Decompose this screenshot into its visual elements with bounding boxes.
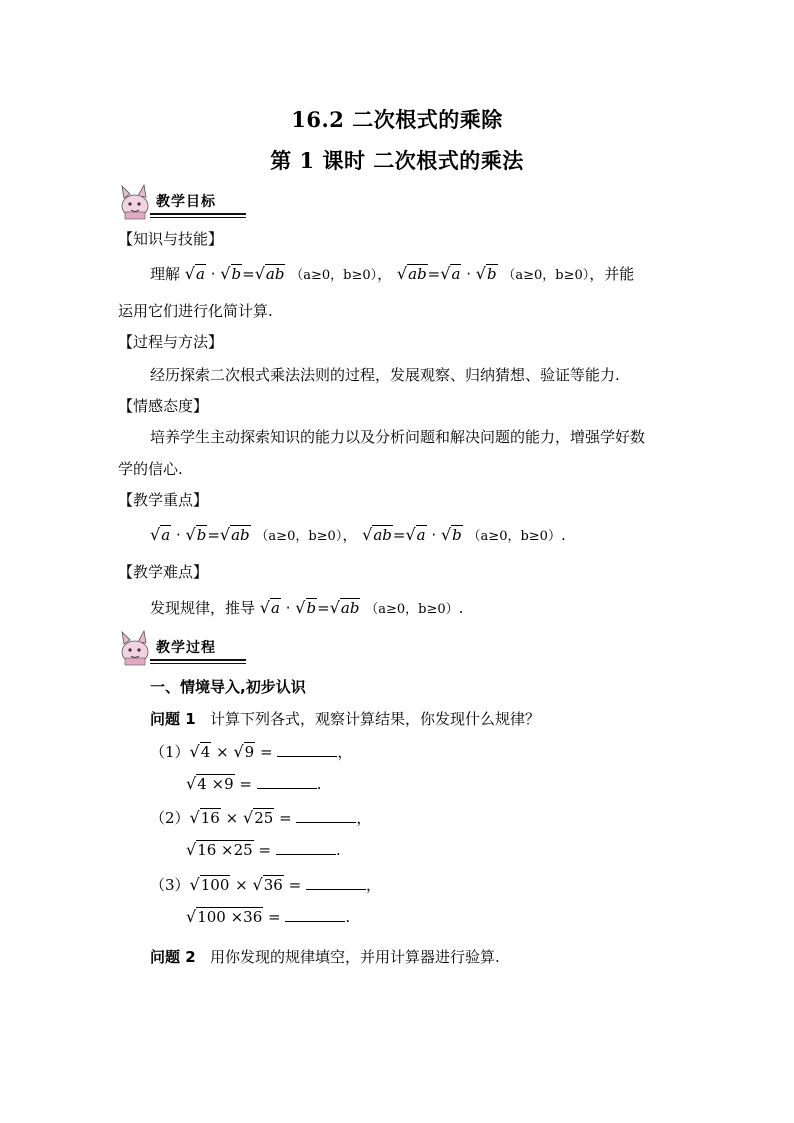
equals-sign: = (279, 809, 292, 827)
question1-text: 计算下列各式，观察计算结果，你发现什么规律？ (209, 710, 540, 728)
keypoint-suffix: . (560, 526, 566, 544)
dot-operator: · (285, 599, 291, 617)
operand: 4 (200, 743, 211, 761)
lesson-title: 第 1 课时 二次根式的乘法 (270, 148, 524, 173)
var-ab: ab (373, 526, 392, 544)
keypoint-heading: 【教学重点】 (118, 491, 209, 509)
part1-heading: 一、情境导入,初步认识 (150, 678, 306, 696)
knowledge-suffix: ，并能 (589, 265, 635, 283)
banner-underline-thin (150, 217, 246, 218)
question2-text: 用你发现的规律填空，并用计算器进行验算. (209, 948, 500, 966)
radical-sign: √ (189, 875, 200, 894)
exercise-1-line1 (150, 741, 352, 762)
question1-label: 问题 1 (150, 710, 196, 728)
radical-sign: √ (150, 525, 161, 544)
var-ab: ab (231, 526, 250, 544)
var-ab: ab (265, 265, 285, 283)
dot-operator: · (175, 526, 181, 544)
difficulty-suffix: . (458, 599, 464, 617)
answer-blank[interactable] (296, 808, 356, 823)
question1 (150, 708, 540, 729)
equals-sign: = (242, 265, 255, 283)
line-end: . (316, 775, 322, 793)
question2 (150, 946, 500, 967)
equals-sign: = (427, 265, 441, 283)
equals-sign: = (268, 908, 281, 926)
exercise-label: （3） (150, 876, 190, 894)
operand: 100 (200, 876, 230, 894)
var-b: b (306, 599, 317, 617)
banner-underline (150, 659, 246, 661)
banner-underline-thin (150, 663, 246, 664)
var-b: b (486, 265, 497, 283)
equals-sign: = (259, 743, 273, 761)
line-end: ， (356, 809, 372, 827)
section-title: 16.2 二次根式的乘除 (291, 107, 503, 132)
answer-blank[interactable] (285, 907, 345, 922)
difficulty-prefix: 发现规律，推导 (150, 599, 256, 617)
product-expression: 16 ×25 (197, 841, 253, 859)
process-banner-text: 教学过程 (156, 640, 216, 656)
var-a: a (416, 526, 426, 544)
var-b: b (231, 265, 242, 283)
radical-sign: √ (254, 264, 265, 283)
method-heading: 【过程与方法】 (118, 333, 224, 351)
attitude-line2: 学的信心. (118, 460, 183, 478)
radical-sign: √ (362, 525, 373, 544)
process-banner (116, 630, 246, 666)
var-a: a (451, 265, 461, 283)
var-a: a (161, 526, 171, 544)
var-b: b (452, 526, 462, 544)
radical-sign: √ (396, 264, 408, 283)
comma: ， (342, 526, 358, 544)
operand: 36 (263, 876, 283, 894)
var-a: a (271, 599, 280, 617)
knowledge-line1 (150, 263, 634, 284)
radical-sign: √ (440, 264, 451, 283)
product-expression: 4 ×9 (197, 775, 234, 793)
banner-underline (150, 213, 246, 215)
times-sign: × (235, 876, 248, 894)
radical-sign: √ (189, 742, 200, 761)
condition: （a≥0，b≥0） (255, 529, 343, 544)
attitude-line1: 培养学生主动探索知识的能力以及分析问题和解决问题的能力，增强学好数 (150, 428, 646, 446)
condition: （a≥0，b≥0） (467, 529, 561, 544)
difficulty-text (150, 597, 463, 618)
product-expression: 100 ×36 (197, 908, 263, 926)
radical-sign: √ (189, 808, 200, 827)
dot-operator: · (466, 265, 471, 283)
radical-sign: √ (440, 525, 452, 544)
equals-sign: = (317, 599, 330, 617)
exercise-3-line2 (186, 907, 350, 926)
condition: （a≥0，b≥0） (290, 268, 378, 283)
radical-sign: √ (259, 598, 270, 617)
exercise-2-line1 (150, 807, 371, 828)
answer-blank[interactable] (257, 774, 317, 789)
line-end: . (335, 841, 341, 859)
dot-operator: · (431, 526, 437, 544)
operand: 16 (200, 809, 220, 827)
dot-operator: · (210, 265, 216, 283)
var-b: b (196, 526, 207, 544)
radical-sign: √ (219, 525, 231, 544)
line-end: ， (337, 743, 353, 761)
knowledge-heading: 【知识与技能】 (118, 230, 224, 248)
answer-blank[interactable] (306, 875, 366, 890)
operand: 25 (254, 809, 274, 827)
equals-sign: = (288, 876, 302, 894)
radical-sign: √ (329, 598, 340, 617)
exercise-1-line2 (186, 774, 322, 793)
keypoint-formula (150, 524, 566, 545)
line-end: . (345, 908, 351, 926)
radical-sign: √ (242, 808, 254, 827)
times-sign: × (216, 743, 229, 761)
equals-sign: = (239, 775, 252, 793)
var-ab: ab (340, 599, 360, 617)
exercise-label: （2） (150, 809, 190, 827)
radical-sign: √ (233, 742, 244, 761)
equals-sign: = (392, 526, 406, 544)
radical-sign: √ (184, 264, 195, 283)
radical-sign: √ (220, 264, 231, 283)
exercise-label: （1） (150, 743, 190, 761)
condition: （a≥0，b≥0） (502, 268, 590, 283)
exercise-3-line1 (150, 874, 381, 895)
goals-banner (116, 184, 246, 220)
knowledge-line2: 运用它们进行化简计算. (118, 302, 273, 320)
equals-sign: = (258, 841, 272, 859)
times-sign: × (225, 809, 239, 827)
goals-banner-text: 教学目标 (156, 194, 216, 210)
knowledge-prefix: 理解 (150, 265, 181, 283)
answer-blank[interactable] (277, 742, 337, 757)
difficulty-heading: 【教学难点】 (118, 563, 209, 581)
attitude-heading: 【情感态度】 (118, 397, 209, 415)
radical-sign: √ (186, 774, 197, 793)
equals-sign: = (207, 526, 220, 544)
question2-label: 问题 2 (150, 948, 196, 966)
var-ab: ab (408, 265, 427, 283)
condition: （a≥0，b≥0） (365, 602, 459, 617)
line-end: ， (365, 876, 381, 894)
radical-sign: √ (405, 525, 416, 544)
radical-sign: √ (186, 907, 197, 926)
answer-blank[interactable] (276, 840, 336, 855)
radical-sign: √ (186, 840, 197, 859)
method-text: 经历探索二次根式乘法法则的过程，发展观察、归纳猜想、验证等能力. (150, 366, 620, 384)
radical-sign: √ (295, 598, 306, 617)
exercise-2-line2 (186, 840, 341, 859)
var-a: a (196, 265, 205, 283)
comma: ， (377, 265, 393, 283)
radical-sign: √ (185, 525, 196, 544)
radical-sign: √ (252, 875, 263, 894)
radical-sign: √ (475, 264, 486, 283)
operand: 9 (244, 743, 255, 761)
